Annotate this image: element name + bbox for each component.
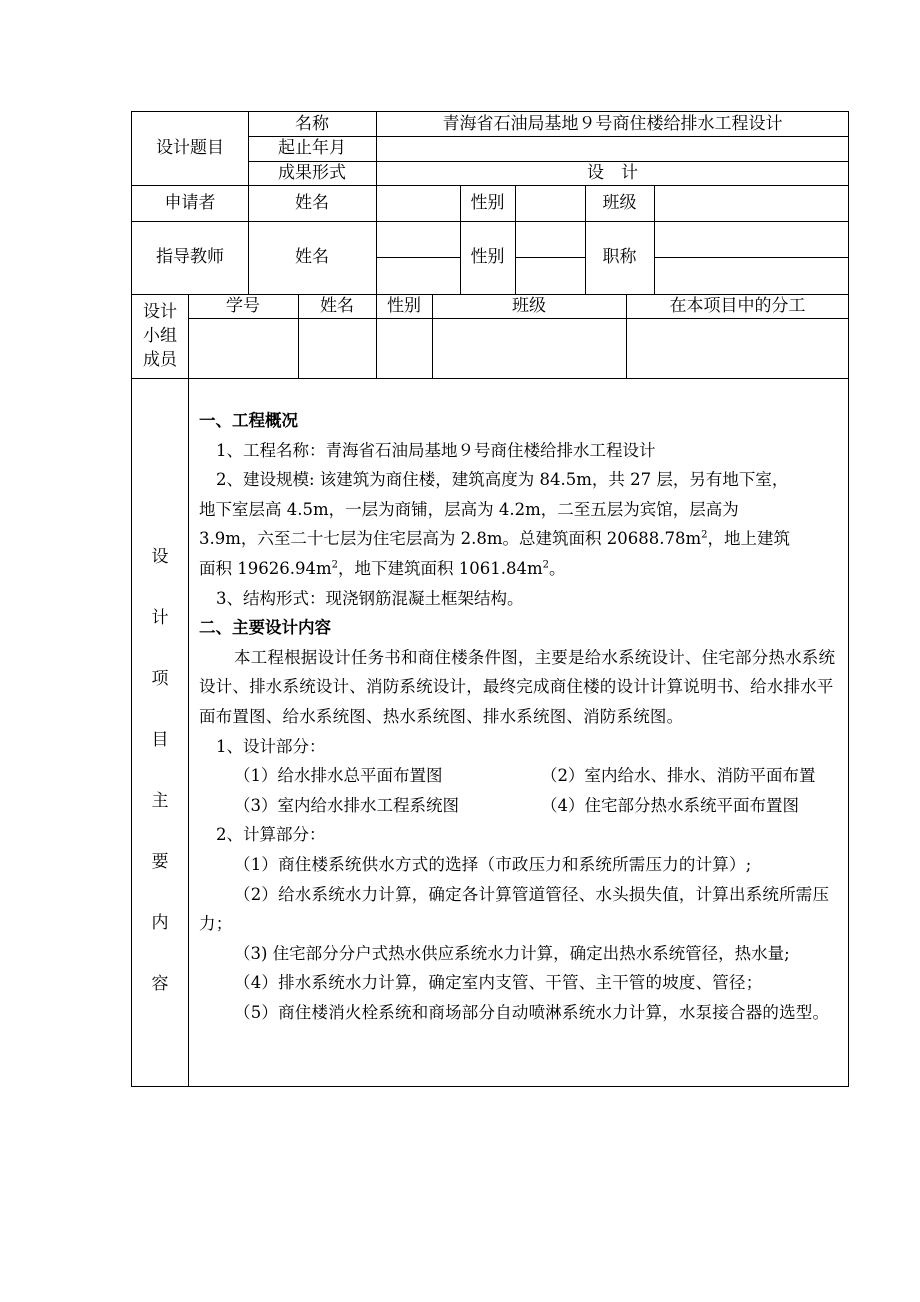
text-run: 3.9m，六至二十七层为住宅层高为 2.8m。总建筑面积 20688.78m (199, 529, 702, 549)
group-members-label (132, 294, 188, 378)
design-item: （3）室内给水排水工程系统图 (234, 795, 459, 815)
side-label-char: 容 (151, 974, 169, 994)
table-line (188, 318, 849, 319)
side-label-char: 主 (151, 791, 169, 811)
main-content-body (199, 406, 847, 1027)
column-student-id: 学号 (226, 295, 260, 316)
section-title: 一、工程概况 (199, 411, 298, 430)
design-item: （2）室内给水、排水、消防平面布置 (541, 766, 816, 786)
applicant-class-value[interactable] (654, 185, 849, 221)
text-run: ，地下建筑面积 1061.84m (338, 558, 543, 578)
applicant-class-label: 班级 (602, 192, 637, 213)
group-label-line: 设计 (143, 302, 177, 322)
overview-item: 2、建设规模: 该建筑为商住楼，建筑高度为 84.5m，共 27 层，另有地下室， (216, 470, 789, 490)
design-items-row (199, 791, 847, 821)
application-form-table (131, 111, 849, 1087)
column-role: 在本项目中的分工 (669, 295, 806, 316)
overview-item: 3、结构形式：现浇钢筋混凝土框架结构。 (216, 588, 524, 608)
overview-item-continued (199, 554, 847, 584)
table-line (188, 294, 189, 1087)
subsection-title: 2、计算部分： (216, 825, 326, 845)
table-line (132, 378, 849, 379)
advisor-gender-label: 性别 (470, 247, 505, 267)
subsection-title: 1、设计部分： (216, 736, 326, 756)
superscript: 2 (331, 559, 338, 571)
side-label-char: 计 (151, 608, 169, 628)
column-class: 班级 (512, 295, 546, 316)
design-intro-paragraph: 本工程根据设计任务书和商住楼条件图，主要是给水系统设计、住宅部分热水系统设计、排水系统设计、消防系统设计，最终完成商住楼的设计计算说明书、给水排水平面布置图、给水系统图、热水系统图、排水系统图、消防系统图。 (199, 647, 836, 726)
result-form-value[interactable]: 设 计 (587, 162, 638, 183)
side-label-char: 要 (151, 852, 169, 872)
calc-item: （5）商住楼消火栓系统和商场部分自动喷淋系统水力计算，水泵接合器的选型。 (234, 1002, 830, 1022)
name-label: 名称 (295, 113, 329, 134)
side-label-char: 设 (151, 547, 169, 567)
overview-item-continued: 地下室层高 4.5m，一层为商铺，层高为 4.2m，二至五层为宾馆，层高为 (199, 499, 739, 519)
advisor-label: 指导教师 (156, 247, 224, 267)
group-label-line: 小组 (143, 326, 177, 346)
side-label-char: 项 (151, 669, 169, 689)
calc-item: （4）排水系统水力计算，确定室内支管、干管、主干管的坡度、管径； (234, 973, 763, 993)
calc-item: （3) 住宅部分分户式热水供应系统水力计算，确定出热水系统管径，热水量; (234, 943, 790, 963)
period-value[interactable] (376, 136, 849, 161)
side-label-char: 内 (151, 913, 169, 933)
applicant-gender-label: 性别 (470, 192, 505, 213)
project-name-value[interactable]: 青海省石油局基地９号商住楼给排水工程设计 (442, 113, 783, 134)
period-label: 起止年月 (278, 138, 346, 158)
table-line (515, 257, 585, 258)
table-line (654, 257, 849, 258)
calc-item: （2）给水系统水力计算，确定各计算管道管径、水头损失值，计算出系统所需压力； (199, 884, 830, 934)
main-content-side-label (132, 542, 188, 1030)
superscript: 2 (701, 529, 708, 541)
design-items-row (199, 761, 847, 791)
column-name: 姓名 (320, 295, 354, 316)
overview-item-continued (199, 524, 847, 554)
applicant-name-label: 姓名 (295, 192, 329, 213)
superscript: 2 (542, 559, 549, 571)
advisor-title-label: 职称 (602, 247, 637, 267)
group-label-line: 成员 (143, 350, 177, 370)
advisor-name-label: 姓名 (295, 247, 329, 267)
result-form-label: 成果形式 (278, 162, 346, 183)
text-run: 。 (549, 558, 566, 578)
table-line (376, 257, 460, 258)
topic-label: 设计题目 (156, 138, 224, 158)
overview-item: 1、工程名称：青海省石油局基地９号商住楼给排水工程设计 (216, 440, 656, 460)
applicant-name-value[interactable] (376, 185, 460, 221)
design-item: （1）给水排水总平面布置图 (234, 766, 443, 786)
section-title: 二、主要设计内容 (199, 618, 331, 638)
column-gender: 性别 (387, 295, 421, 316)
text-run: 面积 19626.94m (199, 558, 332, 578)
applicant-gender-value[interactable] (515, 185, 585, 221)
design-item: （4）住宅部分热水系统平面布置图 (541, 795, 799, 815)
text-run: ，地上建筑 (707, 529, 791, 549)
calc-item: （1）商住楼系统供水方式的选择（市政压力和系统所需压力的计算）; (234, 854, 752, 874)
applicant-label: 申请者 (164, 192, 216, 213)
side-label-char: 目 (151, 730, 169, 750)
